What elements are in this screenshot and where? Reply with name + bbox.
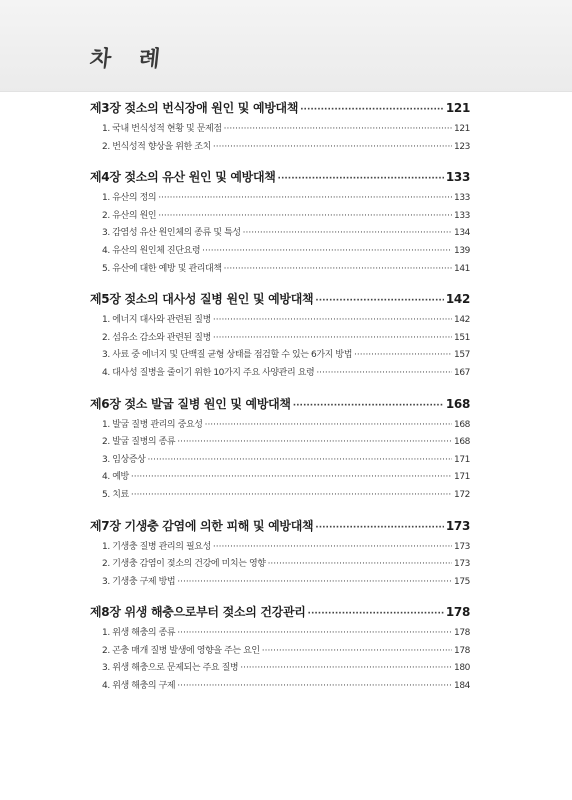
- dot-leader: [177, 629, 452, 638]
- toc-item-label: 2. 번식성적 향상을 위한 조치: [102, 141, 211, 152]
- toc-item-label: 3. 기생충 구제 방법: [102, 576, 176, 587]
- chapter-entry[interactable]: [90, 99, 470, 121]
- chapter-section: [90, 603, 470, 695]
- dot-leader: [243, 229, 452, 238]
- dot-leader: [177, 578, 452, 587]
- toc-item[interactable]: [90, 539, 470, 557]
- chapter-title: 제4장 젖소의 유산 원인 및 예방대책: [90, 170, 276, 185]
- toc-item-page-number: 168: [454, 437, 470, 448]
- toc-item-page-number: 141: [454, 263, 470, 274]
- toc-item-label: 2. 기생충 감염이 젖소의 건강에 미치는 영향: [102, 559, 266, 570]
- toc-item-page-number: 171: [454, 454, 470, 465]
- toc-item[interactable]: [90, 312, 470, 330]
- toc-item-label: 1. 기생충 질병 관리의 필요성: [102, 541, 211, 552]
- toc-item[interactable]: [90, 625, 470, 643]
- toc-item-page-number: 142: [454, 315, 470, 326]
- toc-item[interactable]: [90, 678, 470, 696]
- header-band: [0, 0, 572, 92]
- dot-leader: [308, 610, 444, 619]
- toc-item-page-number: 172: [454, 489, 470, 500]
- toc-item[interactable]: [90, 225, 470, 243]
- toc-item-label: 2. 발굽 질병의 종류: [102, 437, 176, 448]
- toc-item-label: 1. 유산의 정의: [102, 193, 157, 204]
- toc-item-label: 5. 유산에 대한 예방 및 관리대책: [102, 263, 222, 274]
- chapter-section: [90, 395, 470, 505]
- chapter-page-number: 142: [445, 292, 470, 307]
- toc-item-label: 3. 사료 중 에너지 및 단백질 균형 상태를 점검할 수 있는 6가지 방법: [102, 350, 352, 361]
- toc-item[interactable]: [90, 469, 470, 487]
- toc-item-label: 3. 감염성 유산 원인체의 종류 및 특성: [102, 228, 241, 239]
- dot-leader: [268, 560, 452, 569]
- chapter-page-number: 173: [445, 518, 470, 533]
- toc-item-page-number: 173: [454, 559, 470, 570]
- toc-item-label: 1. 국내 번식성적 현황 및 문제점: [102, 124, 222, 134]
- toc-item-page-number: 123: [454, 141, 470, 152]
- dot-leader: [147, 456, 452, 465]
- toc-item-label: 4. 유산의 원인체 진단요령: [102, 245, 201, 256]
- toc-item[interactable]: [90, 574, 470, 592]
- toc-item[interactable]: [90, 434, 470, 452]
- toc-item[interactable]: [90, 208, 470, 226]
- toc-item[interactable]: [90, 365, 470, 383]
- chapter-section: [90, 517, 470, 592]
- toc-item[interactable]: [90, 243, 470, 261]
- chapter-entry[interactable]: [90, 603, 470, 625]
- chapter-entry[interactable]: [90, 395, 470, 417]
- toc-item[interactable]: [90, 452, 470, 470]
- toc-item-page-number: 134: [454, 228, 470, 239]
- dot-leader: [131, 473, 452, 482]
- toc-item-label: 1. 발굽 질병 관리의 중요성: [102, 419, 203, 430]
- toc-item[interactable]: [90, 190, 470, 208]
- chapter-title: 제6장 젖소 발굽 질병 원인 및 예방대책: [90, 396, 291, 411]
- toc-item-page-number: 184: [454, 681, 470, 692]
- dot-leader: [202, 247, 452, 256]
- toc-item-page-number: 180: [454, 663, 470, 674]
- dot-leader: [177, 438, 452, 447]
- chapter-page-number: 121: [445, 101, 470, 115]
- toc-item-page-number: 178: [454, 628, 470, 639]
- toc-item[interactable]: [90, 487, 470, 505]
- toc-item-page-number: 133: [454, 193, 470, 204]
- toc-item-page-number: 133: [454, 210, 470, 221]
- dot-leader: [131, 491, 452, 500]
- toc-item[interactable]: [90, 556, 470, 574]
- dot-leader: [262, 647, 452, 656]
- toc-item[interactable]: [90, 660, 470, 678]
- dot-leader: [213, 334, 452, 343]
- dot-leader: [158, 194, 452, 203]
- chapter-page-number: 168: [445, 396, 470, 411]
- toc-item-page-number: 173: [454, 541, 470, 552]
- toc-item-page-number: 151: [454, 332, 470, 343]
- dot-leader: [224, 125, 452, 134]
- dot-leader: [316, 369, 452, 378]
- dot-leader: [158, 212, 452, 221]
- dot-leader: [315, 524, 444, 533]
- toc-item-page-number: 168: [454, 419, 470, 430]
- toc-item-page-number: 157: [454, 350, 470, 361]
- dot-leader: [213, 143, 452, 152]
- toc-item-label: 2. 곤충 매개 질병 발생에 영향을 주는 요인: [102, 645, 260, 656]
- chapter-section: [90, 290, 470, 382]
- toc-item-page-number: 121: [454, 124, 470, 134]
- dot-leader: [300, 106, 444, 115]
- dot-leader: [240, 664, 452, 673]
- dot-leader: [278, 175, 444, 184]
- dot-leader: [224, 265, 452, 274]
- toc-item[interactable]: [90, 139, 470, 157]
- chapter-section: [90, 99, 470, 156]
- chapter-section: [90, 168, 470, 278]
- chapter-page-number: 133: [445, 170, 470, 185]
- chapter-page-number: 178: [445, 605, 470, 620]
- toc-item-page-number: 175: [454, 576, 470, 587]
- toc-item-page-number: 178: [454, 645, 470, 656]
- page-title: 차 례: [88, 47, 172, 72]
- toc-item-label: 4. 예방: [102, 472, 129, 483]
- chapter-title: 제8장 위생 해충으로부터 젖소의 건강관리: [90, 605, 306, 620]
- toc-item-label: 2. 유산의 원인: [102, 210, 157, 221]
- toc-item-page-number: 167: [454, 367, 470, 378]
- toc-item[interactable]: [90, 643, 470, 661]
- toc-item-label: 5. 치료: [102, 489, 129, 500]
- toc-item[interactable]: [90, 121, 470, 139]
- chapter-title: 제5장 젖소의 대사성 질병 원인 및 예방대책: [90, 292, 314, 307]
- toc-item-label: 4. 대사성 질병을 줄이기 위한 10가지 주요 사양관리 요령: [102, 367, 315, 378]
- dot-leader: [213, 543, 452, 552]
- toc-item-label: 3. 위생 해충으로 문제되는 주요 질병: [102, 663, 239, 674]
- toc-item-page-number: 171: [454, 472, 470, 483]
- dot-leader: [205, 421, 452, 430]
- toc-item-label: 3. 임상증상: [102, 454, 146, 465]
- dot-leader: [213, 316, 452, 325]
- toc-item[interactable]: [90, 417, 470, 435]
- chapter-entry[interactable]: [90, 517, 470, 539]
- toc-item-label: 4. 위생 해충의 구제: [102, 681, 176, 692]
- toc-item-page-number: 139: [454, 245, 470, 256]
- chapter-entry[interactable]: [90, 290, 470, 312]
- table-of-contents: [90, 99, 470, 708]
- chapter-entry[interactable]: [90, 168, 470, 190]
- chapter-title: 제7장 기생충 감염에 의한 피해 및 예방대책: [90, 518, 314, 533]
- dot-leader: [315, 297, 444, 306]
- toc-item[interactable]: [90, 347, 470, 365]
- toc-item-label: 1. 위생 해충의 종류: [102, 628, 176, 639]
- chapter-title: 제3장 젖소의 번식장애 원인 및 예방대책: [90, 101, 299, 115]
- toc-item-label: 1. 에너지 대사와 관련된 질병: [102, 315, 211, 326]
- toc-item-label: 2. 섬유소 감소와 관련된 질병: [102, 332, 211, 343]
- dot-leader: [354, 351, 452, 360]
- toc-item[interactable]: [90, 261, 470, 279]
- dot-leader: [177, 682, 452, 691]
- toc-item[interactable]: [90, 330, 470, 348]
- dot-leader: [293, 402, 444, 411]
